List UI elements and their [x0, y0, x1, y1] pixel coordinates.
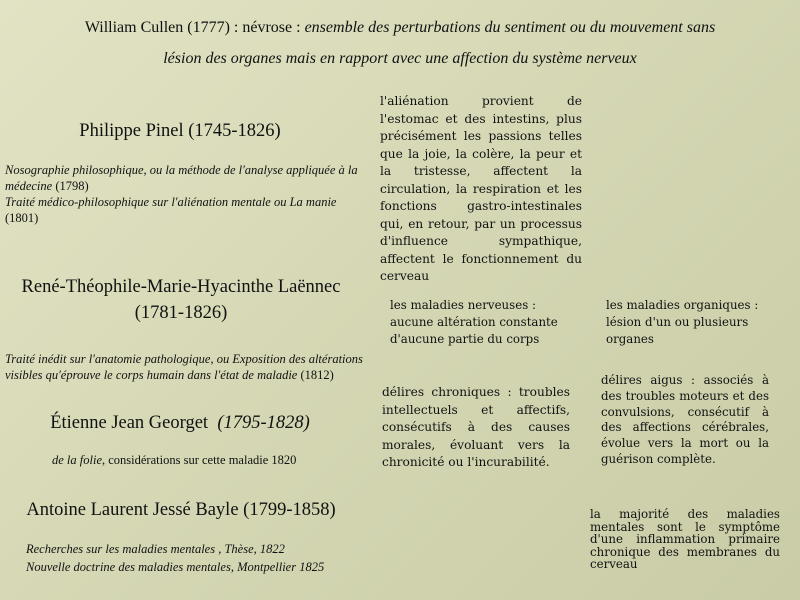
bayle-works: [26, 540, 366, 576]
pinel-works: [5, 162, 365, 226]
header-line-2: lésion des organes mais en rapport avec une affection du système nerveux: [163, 50, 637, 67]
laennec-years: (1781-1826): [134, 303, 228, 323]
laennec-name-line-1: René-Théophile-Marie-Hyacinthe Laënnec: [21, 277, 341, 297]
pinel-name: Philippe Pinel (1745-1826): [79, 121, 281, 141]
pinel-work-2-year: (1801): [5, 211, 39, 225]
pinel-work-1: Nosographie philosophique, ou la méthode de l'analyse appliquée à la médecine: [5, 163, 358, 193]
pinel-theory: l'aliénation provient de l'estomac et des intestins, plus précisément les passions telles que la joie, la colère, la peur et la tristesse, affectent la circulation, la respiration et les fonctions gastro-intestinales qui, en retour, par un processus d'influence sympathique, affectent le fonctionnement du cerveau: [380, 94, 582, 283]
laennec-name: [0, 274, 362, 326]
bayle-name: Antoine Laurent Jessé Bayle (1799-1858): [26, 500, 336, 520]
laennec-work-year: (1812): [297, 368, 334, 382]
georget-aigus: délires aigus : associés à des troubles moteurs et des convulsions, consécutif à des affections cérébrales, évolue vers la mort ou la guérison complète.: [601, 373, 769, 466]
pinel-work-1-year: (1798): [52, 179, 89, 193]
laennec-organiques: les maladies organiques : lésion d'un ou plusieurs organes: [606, 298, 759, 346]
georget-chroniques: délires chroniques : troubles intellectuels et affectifs, consécutifs à des causes morales, évoluant vers la chronicité ou l'incurabilité.: [382, 385, 570, 469]
header-cullen: William Cullen (1777) : névrose :: [84, 19, 305, 36]
bayle-work-2: Nouvelle doctrine des maladies mentales, Montpellier 1825: [26, 560, 325, 574]
bayle-work-1: Recherches sur les maladies mentales , Thèse, 1822: [26, 542, 285, 556]
bayle-theory: la majorité des maladies mentales sont le symptôme d'une inflammation primaire chronique des membranes du cerveau: [590, 507, 780, 571]
laennec-work: [5, 351, 377, 383]
georget-work-rest: , considérations sur cette maladie 1820: [102, 453, 297, 467]
laennec-work-title: Traité inédit sur l'anatomie pathologique, ou Exposition des altérations visibles qu'éprouve le corps humain dans l'état de maladie: [5, 352, 363, 382]
georget-work: [52, 452, 372, 468]
georget-work-title: de la folie: [52, 453, 102, 467]
header-definition-1: ensemble des perturbations du sentiment ou du mouvement sans: [304, 19, 716, 36]
georget-years: (1795-1828): [217, 413, 310, 433]
laennec-nerveuses: les maladies nerveuses : aucune altération constante d'aucune partie du corps: [390, 298, 558, 346]
header-line-1: [0, 14, 800, 42]
pinel-work-2: Traité médico-philosophique sur l'aliénation mentale ou La manie: [5, 195, 337, 209]
georget-name: [0, 410, 360, 436]
georget-name-text: Étienne Jean Georget: [50, 413, 209, 433]
